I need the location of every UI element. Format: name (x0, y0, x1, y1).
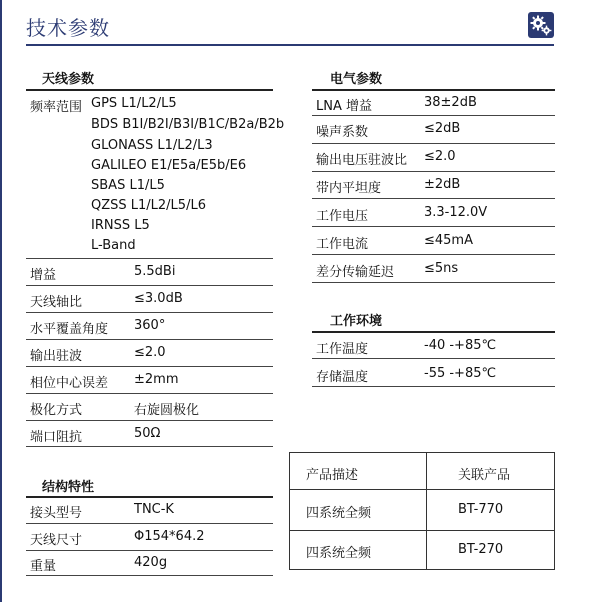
gain-label: 增益 (30, 268, 57, 283)
table-cell-product: BT-770 (458, 502, 504, 517)
dimension-label: 天线尺寸 (30, 533, 83, 548)
table-cell-product: BT-270 (458, 542, 504, 557)
electrical-section-heading: 电气参数 (330, 72, 383, 87)
coverage-value: 360° (134, 318, 166, 333)
row-divider (26, 420, 273, 421)
electrical-heading-rule (312, 89, 555, 91)
output-vswr-value: ≤2.0 (424, 149, 456, 164)
row-divider (312, 386, 555, 387)
freq-line: SBAS L1/L5 (91, 178, 165, 193)
environment-section-heading: 工作环境 (330, 314, 383, 329)
operating-temp-label: 工作温度 (316, 342, 369, 357)
noise-figure-value: ≤2dB (424, 121, 461, 136)
freq-line: GLONASS L1/L2/L3 (91, 138, 213, 153)
row-divider (312, 143, 555, 144)
freq-line: GALILEO E1/E5a/E5b/E6 (91, 158, 247, 173)
row-divider (26, 446, 273, 447)
row-divider (312, 115, 555, 116)
environment-heading-rule (312, 331, 555, 333)
impedance-label: 端口阻抗 (30, 430, 83, 445)
row-divider (312, 282, 555, 283)
delay-label: 差分传输延迟 (316, 265, 395, 280)
connector-value: TNC-K (134, 502, 174, 517)
freq-line: GPS L1/L2/L5 (91, 96, 177, 111)
row-divider (26, 523, 273, 524)
product-table (289, 452, 555, 570)
gain-value: 5.5dBi (134, 264, 176, 279)
row-divider (26, 285, 273, 286)
voltage-value: 3.3-12.0V (424, 205, 488, 220)
row-divider (26, 258, 273, 259)
row-divider (26, 339, 273, 340)
table-cell-description: 四系统全频 (306, 506, 372, 521)
antenna-heading-rule (26, 89, 273, 91)
lna-gain-value: 38±2dB (424, 95, 477, 110)
noise-figure-label: 噪声系数 (316, 125, 369, 140)
lna-gain-label: LNA 增益 (316, 99, 372, 114)
flatness-label: 带内平坦度 (316, 181, 382, 196)
coverage-label: 水平覆盖角度 (30, 322, 109, 337)
voltage-label: 工作电压 (316, 209, 369, 224)
row-divider (26, 312, 273, 313)
weight-value: 420g (134, 555, 168, 570)
structure-heading-rule (26, 496, 273, 498)
table-cell-description: 四系统全频 (306, 546, 372, 561)
row-divider (26, 550, 273, 551)
row-divider (312, 254, 555, 255)
structure-section-heading: 结构特性 (42, 480, 95, 495)
row-divider (312, 171, 555, 172)
axial-ratio-value: ≤3.0dB (134, 291, 183, 306)
current-value: ≤45mA (424, 233, 473, 248)
operating-temp-value: -40 -+85℃ (424, 338, 497, 353)
row-divider (312, 358, 555, 359)
delay-value: ≤5ns (424, 261, 459, 276)
gears-icon (528, 12, 554, 38)
storage-temp-value: -55 -+85℃ (424, 366, 497, 381)
table-row-divider (290, 530, 554, 531)
vswr-label: 输出驻波 (30, 349, 83, 364)
antenna-section-heading: 天线参数 (42, 72, 95, 87)
table-header-description: 产品描述 (306, 468, 359, 483)
row-divider (26, 366, 273, 367)
polarization-label: 极化方式 (30, 403, 83, 418)
row-divider (26, 393, 273, 394)
table-column-divider (426, 453, 427, 569)
dimension-value: Φ154*64.2 (134, 529, 205, 544)
table-row-divider (290, 489, 554, 490)
table-header-related: 关联产品 (458, 468, 511, 483)
vswr-value: ≤2.0 (134, 345, 166, 360)
row-divider (312, 198, 555, 199)
storage-temp-label: 存储温度 (316, 370, 369, 385)
connector-label: 接头型号 (30, 506, 83, 521)
impedance-value: 50Ω (134, 426, 161, 441)
left-edge-bar (0, 0, 2, 602)
title-underline (26, 44, 554, 46)
flatness-value: ±2dB (424, 177, 461, 192)
current-label: 工作电流 (316, 237, 369, 252)
weight-label: 重量 (30, 559, 57, 574)
row-divider (312, 226, 555, 227)
freq-line: BDS B1I/B2I/B3I/B1C/B2a/B2b (91, 117, 285, 132)
row-divider (26, 575, 273, 576)
freq-range-label: 频率范围 (30, 100, 83, 115)
polarization-value: 右旋圆极化 (134, 403, 200, 418)
phase-center-value: ±2mm (134, 372, 179, 387)
page-title: 技术参数 (26, 16, 110, 40)
axial-ratio-label: 天线轴比 (30, 295, 83, 310)
output-vswr-label: 输出电压驻波比 (316, 153, 408, 168)
freq-line: IRNSS L5 (91, 218, 150, 233)
freq-line: QZSS L1/L2/L5/L6 (91, 198, 206, 213)
freq-line: L-Band (91, 238, 136, 253)
phase-center-label: 相位中心误差 (30, 376, 109, 391)
